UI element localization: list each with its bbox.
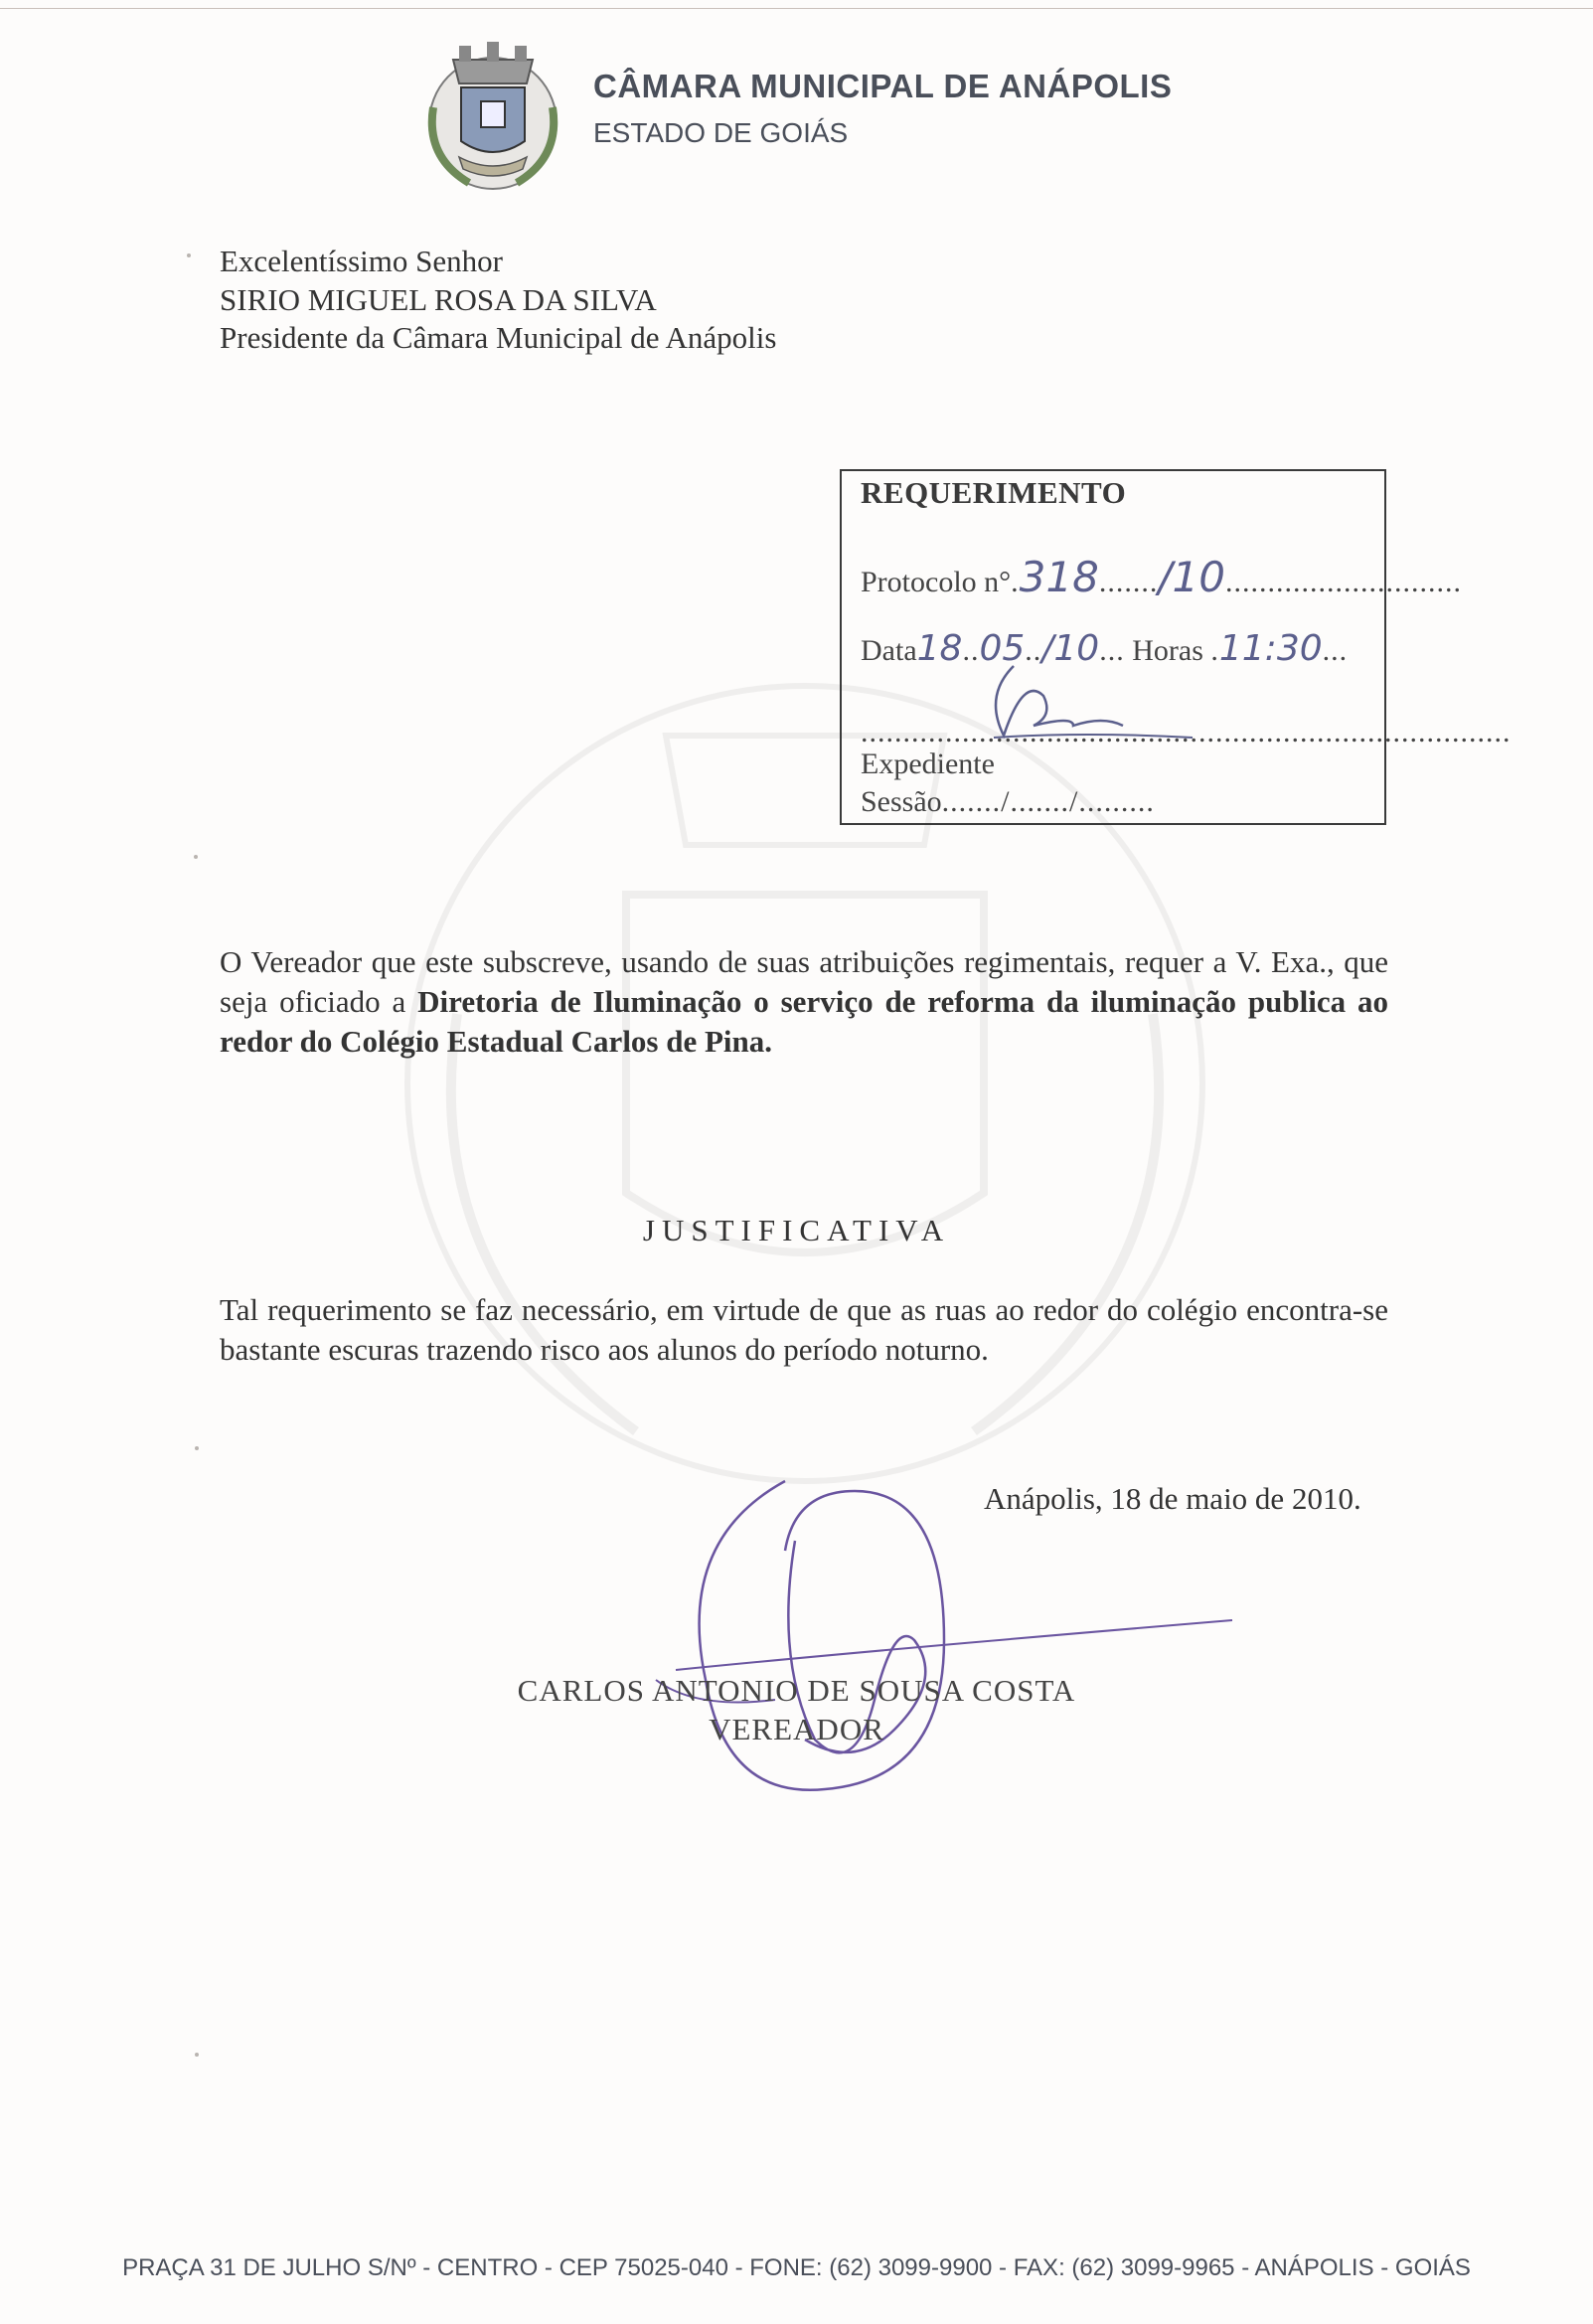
protocol-year: 10 [1172,553,1225,601]
date-month: 05 [979,628,1026,669]
request-body-bold: Diretoria de Iluminação o serviço de reforma da iluminação publica ao redor do Colégio Estadual Carlos de Pina. [220,984,1388,1059]
institution-state: ESTADO DE GOIÁS [593,117,849,148]
addressee-salutation: Excelentíssimo Senhor [220,244,503,278]
date-day: 18 [916,628,963,669]
footer-address: PRAÇA 31 DE JULHO S/Nº - CENTRO - CEP 75025-040 - FONE: (62) 3099-9900 - FAX: (62) 3099-9965 - ANÁPOLIS - GOIÁS [122,2254,1471,2281]
top-border-line [0,8,1593,9]
expediente-label: Expediente [861,747,995,780]
scan-speck [187,253,191,257]
stamp-initials-signature [954,646,1212,755]
sessao-label: Sessão [861,785,942,818]
place-and-date: Anápolis, 18 de maio de 2010. [984,1481,1361,1516]
addressee-title: Presidente da Câmara Municipal de Anápolis [220,320,777,355]
protocol-label: Protocolo n° [861,566,1012,598]
date-line: Data18..05../10... Horas .11:30... [861,628,1349,669]
blank-dotted-line: ............................................................................. [861,716,1512,748]
request-title: REQUERIMENTO [861,475,1127,510]
institution-name: CÂMARA MUNICIPAL DE ANÁPOLIS [593,68,1173,104]
date-year: 10 [1053,628,1100,669]
request-body-paragraph [220,942,1388,1062]
scan-speck [195,2053,199,2057]
protocol-number: 318 [1019,553,1099,601]
justification-paragraph: Tal requerimento se faz necessário, em virtude de que as ruas ao redor do colégio encontra-se bastante escuras trazendo risco aos alunos do período noturno. [220,1292,1388,1367]
justification-title: JUSTIFICATIVA [642,1213,951,1247]
hours-label: Horas [1132,634,1203,667]
scan-speck [195,1446,199,1450]
signer-name: CARLOS ANTONIO DE SOUSA COSTA [517,1673,1076,1708]
municipal-crest-logo [419,38,566,197]
protocol-line: Protocolo n°.318......./10............................ [861,553,1462,601]
request-body-intro: O Vereador que este subscreve, usando de suas atribuições regimentais, requer a V. Exa., que seja oficiado a [220,944,1388,1019]
addressee-name: SIRIO MIGUEL ROSA DA SILVA [220,282,657,317]
sessao-line: Sessão......./......./......... [861,785,1155,818]
date-label: Data [861,634,917,667]
signer-role: VEREADOR [709,1712,884,1746]
handwritten-signature [636,1461,1252,1819]
scan-speck [194,855,198,859]
hours-value: 11:30 [1218,628,1323,669]
